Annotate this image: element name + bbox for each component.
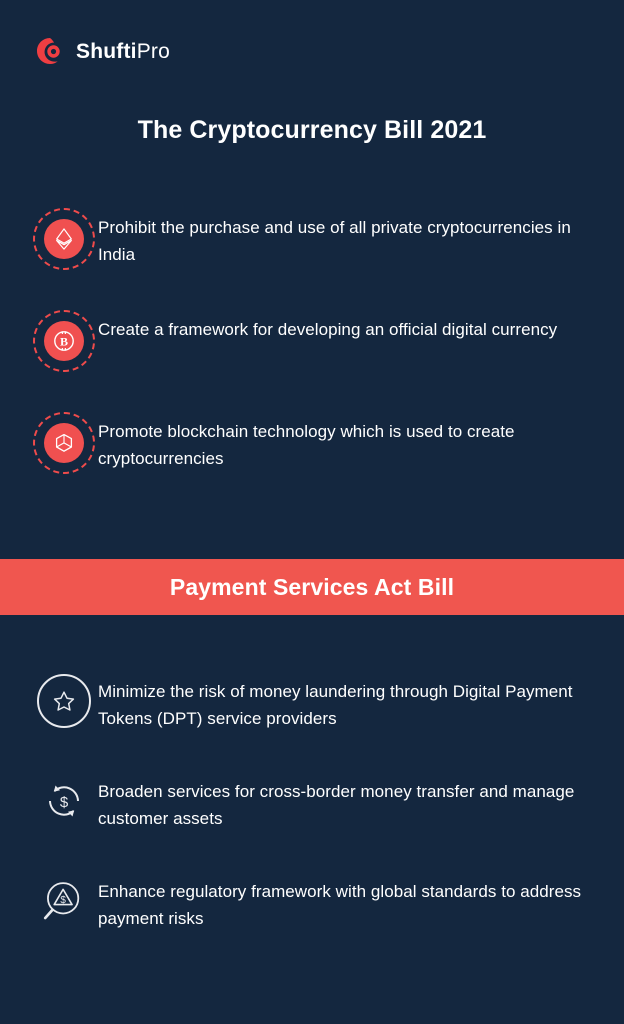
list-item [30, 770, 596, 832]
payment-services-act-list [30, 670, 596, 932]
star-icon [35, 672, 93, 730]
list-item [30, 206, 596, 270]
ethereum-icon [33, 208, 95, 270]
icon-container [30, 206, 98, 270]
list-item [30, 410, 596, 474]
icon-container [30, 308, 98, 372]
svg-text:$: $ [60, 894, 66, 906]
list-item-text: Promote blockchain technology which is used to create cryptocurrencies [98, 422, 515, 468]
list-item [30, 870, 596, 932]
section-title: Payment Services Act Bill [169, 573, 455, 600]
dollar-refresh-icon [35, 772, 93, 830]
icon-container [30, 670, 98, 730]
payment-services-act-banner [0, 559, 624, 615]
brand-name [76, 40, 170, 64]
shufti-pro-logo-icon [34, 36, 66, 68]
cryptocurrency-bill-list [30, 206, 596, 474]
magnifier-warning-dollar-icon [35, 872, 93, 930]
brand-name-bold: Shufti [76, 40, 137, 63]
icon-container [30, 870, 98, 930]
brand-name-light: Pro [136, 40, 170, 63]
svg-text:B: B [59, 334, 69, 349]
bitcoin-icon [33, 310, 95, 372]
brand-logo [34, 36, 170, 68]
list-item-text: Minimize the risk of money laundering through Digital Payment Tokens (DPT) service providers [98, 682, 573, 728]
list-item-text: Broaden services for cross-border money transfer and manage customer assets [98, 782, 575, 828]
blockchain-cube-icon [33, 412, 95, 474]
list-item [30, 308, 596, 372]
list-item-text: Prohibit the purchase and use of all private cryptocurrencies in India [98, 218, 571, 264]
list-item-text: Create a framework for developing an official digital currency [98, 320, 558, 339]
icon-container [30, 410, 98, 474]
list-item [30, 670, 596, 732]
svg-text:$: $ [59, 794, 69, 811]
list-item-text: Enhance regulatory framework with global standards to address payment risks [98, 882, 582, 928]
icon-container [30, 770, 98, 830]
page-title: The Cryptocurrency Bill 2021 [137, 116, 487, 144]
